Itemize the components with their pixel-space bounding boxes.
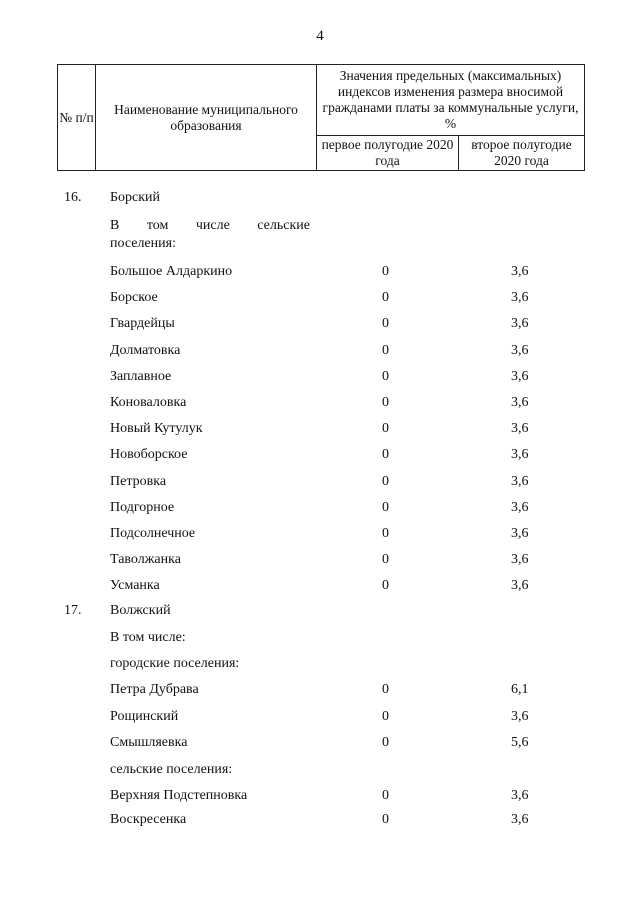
- table-row-first-half: 0: [382, 735, 389, 750]
- table-row-first-half: 0: [382, 421, 389, 437]
- table-row-name: Воскресенка: [110, 812, 187, 827]
- table-row-second-half: 3,6: [511, 812, 529, 827]
- header-col-name: Наименование муниципального образования: [114, 101, 298, 133]
- table-row-second-half: 3,6: [511, 316, 529, 332]
- section-name: Волжский: [110, 603, 171, 618]
- table-row-first-half: 0: [382, 342, 389, 358]
- table-row-second-half: 3,6: [511, 421, 529, 437]
- table-row-first-half: 0: [382, 316, 389, 332]
- table-row-first-half: 0: [382, 578, 389, 594]
- table-row-first-half: 0: [382, 526, 389, 541]
- section-number: 16.: [64, 190, 82, 205]
- table-row-second-half: 3,6: [511, 578, 529, 594]
- table-row-name: Новый Кутулук: [110, 421, 203, 437]
- header-sub-first: первое полугодие 2020 года: [321, 137, 454, 168]
- table-row-second-half: 3,6: [511, 552, 529, 568]
- table-row-second-half: 5,6: [511, 735, 529, 750]
- table-row-first-half: 0: [382, 682, 389, 697]
- table-row-second-half: 3,6: [511, 499, 529, 515]
- header-col-values: Значения предельных (максимальных) индексов изменения размера вносимой гражданами платы за коммунальные услуги, %: [322, 68, 579, 131]
- table-row-first-half: 0: [382, 473, 389, 489]
- subgroup-label: сельские поселения:: [110, 762, 233, 777]
- table-row-second-half: 3,6: [511, 368, 529, 384]
- table-row-second-half: 3,6: [511, 290, 529, 306]
- table-row-name: Гвардейцы: [110, 316, 175, 332]
- table-row-second-half: 3,6: [511, 473, 529, 489]
- table-row-second-half: 3,6: [511, 788, 529, 803]
- table-row-name: Заплавное: [110, 368, 172, 384]
- table-row-name: Петра Дубрава: [110, 682, 199, 697]
- table-row-name: Борское: [110, 290, 158, 306]
- table-row-name: Новоборское: [110, 447, 188, 463]
- table-row-second-half: 3,6: [511, 264, 529, 279]
- table-row-second-half: 3,6: [511, 526, 529, 541]
- table-row-name: Рощинский: [110, 708, 179, 724]
- table-row-name: Коноваловка: [110, 395, 187, 410]
- table-row-first-half: 0: [382, 708, 389, 724]
- table-row-first-half: 0: [382, 552, 389, 568]
- table-row-name: Подсолнечное: [110, 526, 196, 541]
- table-row-name: Большое Алдаркино: [110, 264, 233, 279]
- table-row-second-half: 3,6: [511, 342, 529, 358]
- section-name: Борский: [110, 190, 161, 205]
- table-row-second-half: 3,6: [511, 395, 529, 410]
- subgroup-label: городские поселения:: [110, 656, 240, 671]
- section-intro: [110, 217, 310, 253]
- table-row-name: Подгорное: [110, 499, 175, 515]
- header-sub-second: второе полугодие 2020 года: [471, 137, 572, 168]
- section-intro-line: В том числе сельские: [110, 218, 310, 233]
- table-row-first-half: 0: [382, 290, 389, 306]
- table-row-name: Усманка: [110, 578, 160, 594]
- table-row-first-half: 0: [382, 499, 389, 515]
- section-number: 17.: [64, 603, 82, 618]
- page-number: 4: [316, 28, 324, 44]
- table-row-name: Верхняя Подстепновка: [110, 788, 248, 803]
- table-row-first-half: 0: [382, 812, 389, 827]
- table-row-first-half: 0: [382, 447, 389, 463]
- header-col-number: № п/п: [59, 109, 94, 125]
- table-row-second-half: 3,6: [511, 447, 529, 463]
- table-row-first-half: 0: [382, 264, 389, 279]
- table-header: [57, 64, 585, 171]
- section-intro-line: поселения:: [110, 236, 176, 251]
- table-row-name: Таволжанка: [110, 552, 181, 568]
- table-row-second-half: 3,6: [511, 708, 529, 724]
- table-row-name: Долматовка: [110, 342, 181, 358]
- table-row-first-half: 0: [382, 368, 389, 384]
- table-row-first-half: 0: [382, 395, 389, 410]
- table-row-first-half: 0: [382, 788, 389, 803]
- section-intro: В том числе:: [110, 630, 186, 645]
- table-row-name: Петровка: [110, 473, 167, 489]
- table-row-name: Смышляевка: [110, 735, 188, 750]
- table-row-second-half: 6,1: [511, 682, 529, 697]
